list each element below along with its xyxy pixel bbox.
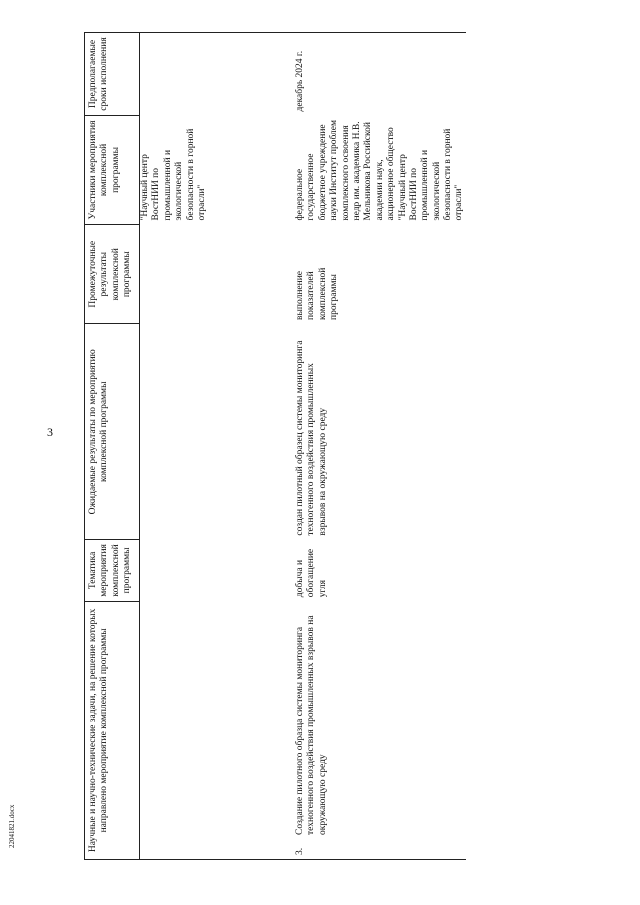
header-participants: Участники мероприятия комплексной программы [85, 115, 140, 224]
header-topic: Тематика мероприятия комплексной программы [85, 540, 140, 602]
topic-cell: добыча и обогащение угля [295, 548, 328, 598]
header-tasks: Научные и научно-технические задачи, на решение которых направлено мероприятие комплексной программы [85, 601, 140, 859]
header-expected-results: Ожидаемые результаты по мероприятию комплексной программы [85, 324, 140, 540]
rotated-table-container [84, 32, 584, 860]
task-cell: Создание пилотного образца системы мониторинга техногенного воздействия промышленных взрывов на окружающую среду [295, 615, 328, 835]
table-header-row [85, 33, 140, 860]
table-row [295, 33, 466, 860]
deadline-cell: декабрь 2024 г. [295, 33, 466, 116]
expected-results-cell: создан пилотный образец системы мониторинга техногенного воздействия промышленных взрывов на окружающую среду [295, 340, 328, 536]
header-intermediate-results: Промежуточные результаты комплексной программы [85, 224, 140, 324]
intermediate-results-cell: выполнение показателей комплексной программы [295, 267, 340, 320]
continuation-row [140, 33, 296, 860]
document-id: 22041821.docx [8, 804, 16, 848]
page-number: 3 [47, 425, 53, 439]
participants-cell: федеральное государственное бюджетное учреждение науки Институт проблем комплексного освоения недр им. академика Н.В. Мельникова Российской академии наук, акционерное общество "Научный центр ВостНИИ по промышленной и экологической безопасности в горной отрасли" [295, 119, 465, 221]
continued-participants: "Научный центр ВостНИИ по промышленной и экологической безопасности в горной отрасли" [140, 128, 207, 221]
program-table [84, 32, 466, 860]
header-deadline: Предполагаемые сроки исполнения [85, 33, 140, 116]
row-number: 3. [295, 847, 305, 855]
